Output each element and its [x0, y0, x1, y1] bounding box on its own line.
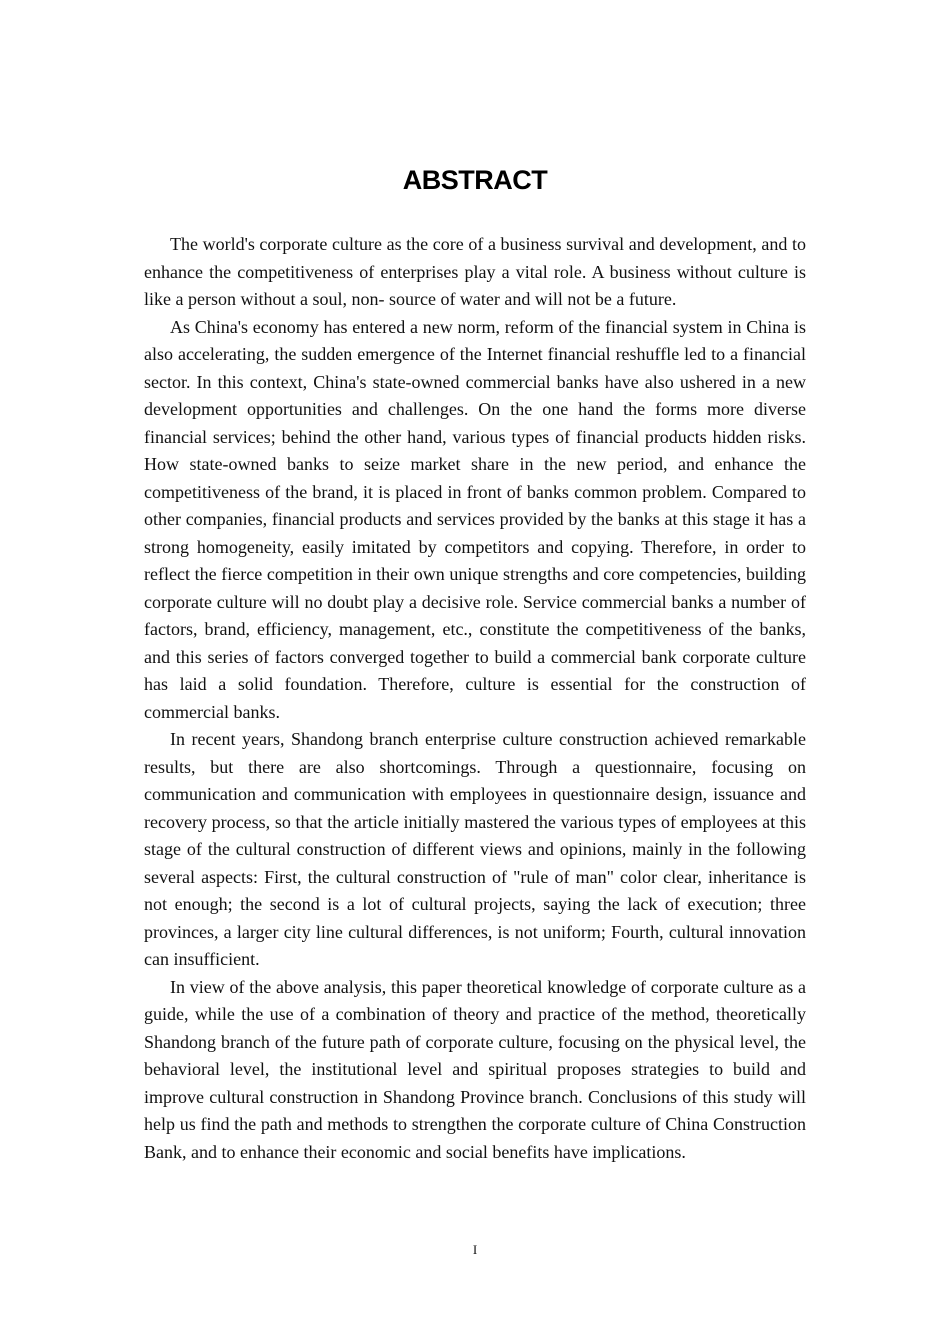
page-number: I — [472, 1242, 478, 1257]
abstract-paragraph-4: In view of the above analysis, this paper theoretical knowledge of corporate culture as a guide, while the use of a combination of theory and practice of the method, theoretically Shandong branch of the future path of corporate culture, focusing on the physical level, the behavioral level, the institutional level and spiritual proposes strategies to build and improve cultural construction in Shandong Province branch. Conclusions of this study will help us find the path and methods to strengthen the corporate culture of China Construction Bank, and to enhance their economic and social benefits have implications. — [144, 976, 806, 1162]
abstract-body — [144, 231, 806, 1166]
abstract-paragraph-1: The world's corporate culture as the core of a business survival and development, and to enhance the competitiveness of enterprises play a vital role. A business without culture is like a person without a soul, non- source of water and will not be a future. — [144, 234, 806, 309]
abstract-heading: ABSTRACT — [402, 165, 548, 195]
abstract-paragraph-2: As China's economy has entered a new norm, reform of the financial system in China is also accelerating, the sudden emergence of the Internet financial reshuffle led to a financial sector. In this context, China's state-owned commercial banks have also ushered in a new development opportunities and challenges. On the one hand the forms more diverse financial services; behind the other hand, various types of financial products hidden risks. How state-owned banks to seize market share in the new period, and enhance the competitiveness of the brand, it is placed in front of banks common problem. Compared to other companies, financial products and services provided by the banks at this stage it has a strong homogeneity, easily imitated by competitors and copying. Therefore, in order to reflect the fierce competition in their own unique strengths and core competencies, building corporate culture will no doubt play a decisive role. Service commercial banks a number of factors, brand, efficiency, management, etc., constitute the competitiveness of the banks, and this series of factors converged together to build a commercial bank corporate culture has laid a solid foundation. Therefore, culture is essential for the construction of commercial banks. — [144, 316, 806, 722]
abstract-paragraph-3: In recent years, Shandong branch enterprise culture construction achieved remarkable results, but there are also shortcomings. Through a questionnaire, focusing on communication and communication with employees in questionnaire design, issuance and recovery process, so that the article initially mastered the various types of employees at this stage of the cultural construction of different views and opinions, mainly in the following several aspects: First, the cultural construction of "rule of man" color clear, inheritance is not enough; the second is a lot of cultural projects, saying the lack of execution; three provinces, a larger city line cultural differences, is not uniform; Fourth, cultural innovation can insufficient. — [144, 729, 806, 969]
